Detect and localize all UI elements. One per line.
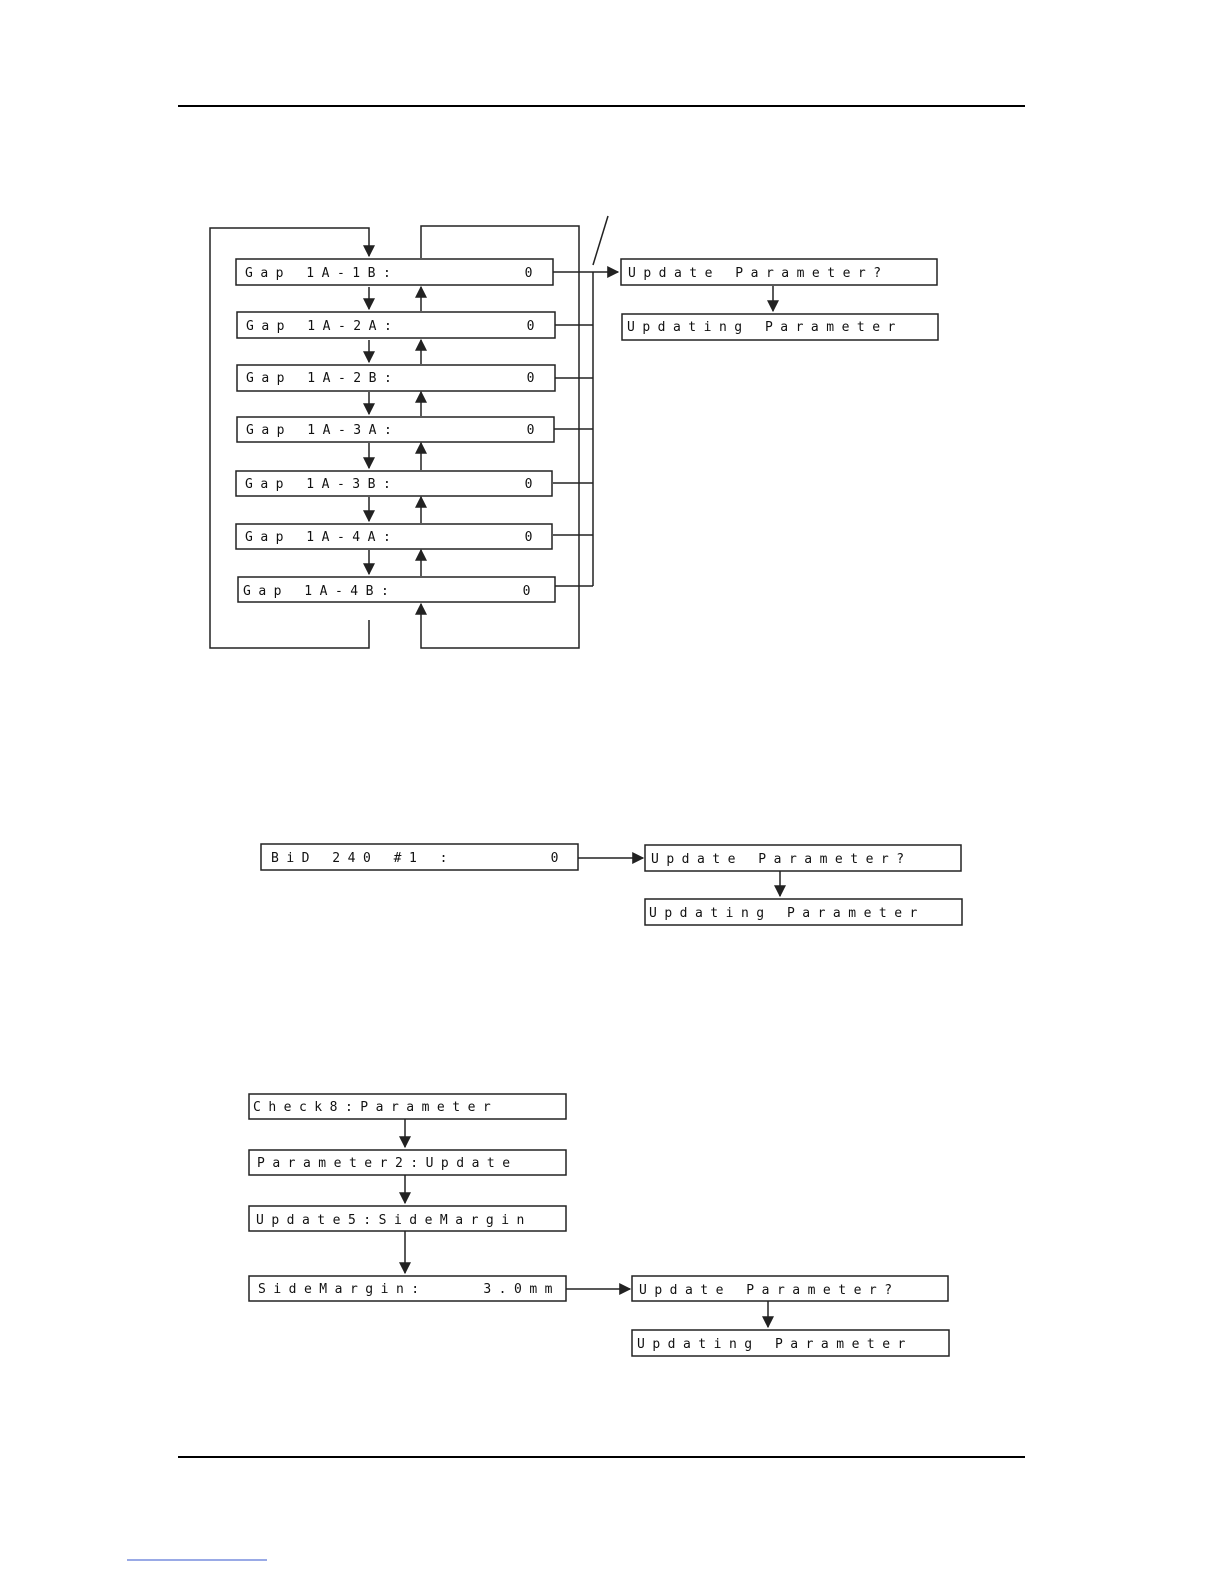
bid-update-confirm-text: Update Parameter? (651, 852, 912, 867)
gap-row-value: 0 (524, 266, 540, 281)
gap-row-value: 0 (522, 584, 538, 599)
gap-row-value: 0 (524, 530, 540, 545)
gap-row-label: Gap 1A-3B: (245, 477, 399, 492)
gap-row-value: 0 (526, 319, 542, 334)
side-margin-item-value: 3.0mm (483, 1282, 560, 1297)
gap-row-label: Gap 1A-1B: (245, 266, 399, 281)
gap-row (236, 471, 552, 496)
gap-row (236, 259, 553, 285)
bid-updating-text: Updating Parameter (649, 906, 925, 921)
gap-row (237, 365, 555, 391)
gap-row-value: 0 (526, 371, 542, 386)
menu-path-text-update: Update5:SideMargin (256, 1213, 532, 1228)
bid-item-value: 0 (550, 851, 566, 866)
gap-row-value: 0 (524, 477, 540, 492)
menu-path-text-parameter: Parameter2:Update (257, 1156, 518, 1171)
gap-callout-line (593, 216, 608, 265)
gap-diagram (210, 216, 938, 648)
margin-diagram (249, 1094, 949, 1356)
gap-row-label: Gap 1A-4B: (243, 584, 397, 599)
gap-row-label: Gap 1A-3A: (246, 423, 400, 438)
menu-path-text-check: Check8:Parameter (253, 1100, 499, 1115)
gap-update-confirm-text: Update Parameter? (628, 266, 889, 281)
gap-row (236, 524, 552, 549)
gap-row (238, 577, 555, 602)
gap-row-label: Gap 1A-4A: (245, 530, 399, 545)
gap-updating-text: Updating Parameter (627, 320, 903, 335)
bid-item-label: BiD 240 #1 : (271, 851, 455, 866)
bid-diagram (261, 844, 962, 925)
gap-row-label: Gap 1A-2B: (246, 371, 400, 386)
gap-row-label: Gap 1A-2A: (246, 319, 400, 334)
margin-updating-text: Updating Parameter (637, 1337, 913, 1352)
gap-row (237, 312, 555, 338)
side-margin-item-label: SideMargin: (258, 1282, 427, 1297)
gap-row-value: 0 (526, 423, 542, 438)
gap-row (237, 417, 554, 442)
margin-update-confirm-text: Update Parameter? (639, 1283, 900, 1298)
